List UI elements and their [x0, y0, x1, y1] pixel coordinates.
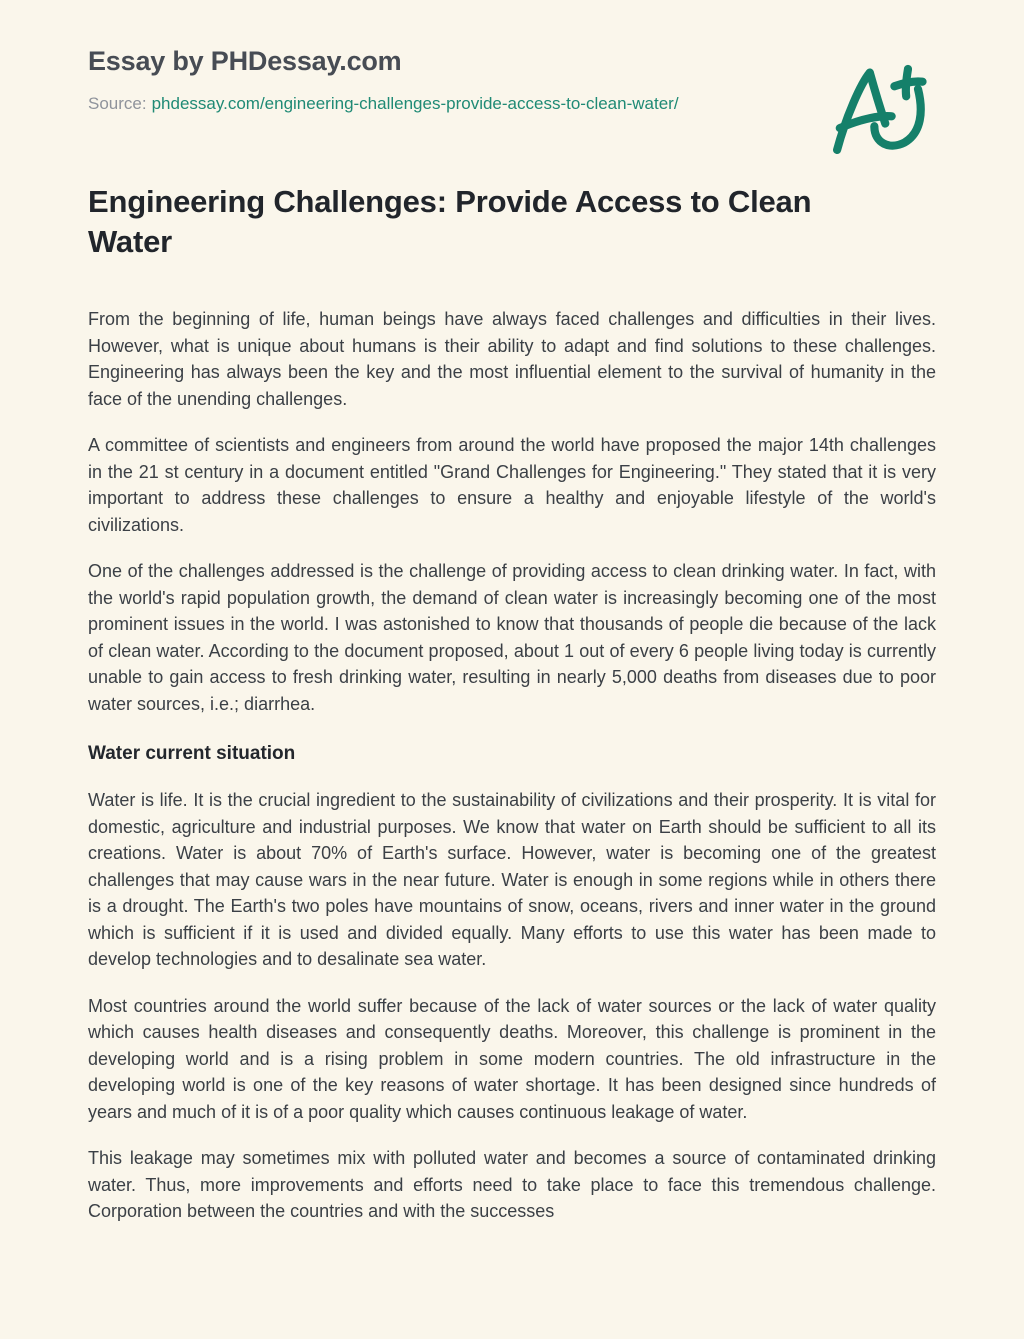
section-heading-water-current-situation: Water current situation	[88, 743, 296, 764]
paragraph-intro-1: From the beginning of life, human beings have always faced challenges and difficulties in their lives. However, what is unique about humans is their ability to adapt and find solutions to these challenges. Engineering has always been the key and the most influential element to the survival of humanity in the face of the unending challenges.	[88, 309, 936, 409]
paragraph-intro-2: A committee of scientists and engineers from around the world have proposed the major 14th challenges in the 21 st century in a document entitled "Grand Challenges for Engineering." They stated that it is very important to address these challenges to ensure a healthy and enjoyable lifestyle of the world's civilizations.	[88, 435, 936, 535]
paragraph-body-2: Most countries around the world suffer because of the lack of water sources or the lack of water quality which causes health diseases and consequently deaths. Moreover, this challenge is prominent in the developing world and is a rising problem in some modern countries. The old infrastructure in the developing world is one of the key reasons of water shortage. It has been designed since hundreds of years and much of it is of a poor quality which causes continuous leakage of water.	[88, 995, 936, 1122]
source-label: Source:	[88, 94, 147, 113]
paragraph-body-1: Water is life. It is the crucial ingredient to the sustainability of civilizations and their prosperity. It is vital for domestic, agriculture and industrial purposes. We know that water on Earth should be sufficient to all its creations. Water is about 70% of Earth's surface. However, water is becoming one of the greatest challenges that may cause wars in the near future. Water is enough in some regions while in others there is a drought. The Earth's two poles have mountains of snow, oceans, rivers and inner water in the ground which is sufficient if it is used and divided equally. Many efforts to use this water has been made to develop technologies and to desalinate sea water.	[88, 790, 936, 969]
a-plus-logo-icon	[828, 56, 928, 162]
source-link[interactable]: phdessay.com/engineering-challenges-provide-access-to-clean-water/	[151, 94, 679, 113]
paragraph-intro-3: One of the challenges addressed is the challenge of providing access to clean drinking water. In fact, with the world's rapid population growth, the demand of clean water is increasingly becoming one of the most prominent issues in the world. I was astonished to know that thousands of people die because of the lack of clean water. According to the document proposed, about 1 out of every 6 people living today is currently unable to gain access to fresh drinking water, resulting in nearly 5,000 deaths from diseases due to poor water sources, i.e.; diarrhea.	[88, 561, 936, 714]
article-body	[88, 306, 936, 1225]
paragraph-body-3: This leakage may sometimes mix with polluted water and becomes a source of contaminated drinking water. Thus, more improvements and efforts need to take place to face this tremendous challenge. Corporation between the countries and with the successes	[88, 1148, 936, 1221]
source-row	[88, 94, 936, 114]
page-header	[88, 46, 936, 114]
article-title: Engineering Challenges: Provide Access to Clean Water	[88, 184, 812, 259]
brand-title: Essay by PHDessay.com	[88, 46, 402, 76]
